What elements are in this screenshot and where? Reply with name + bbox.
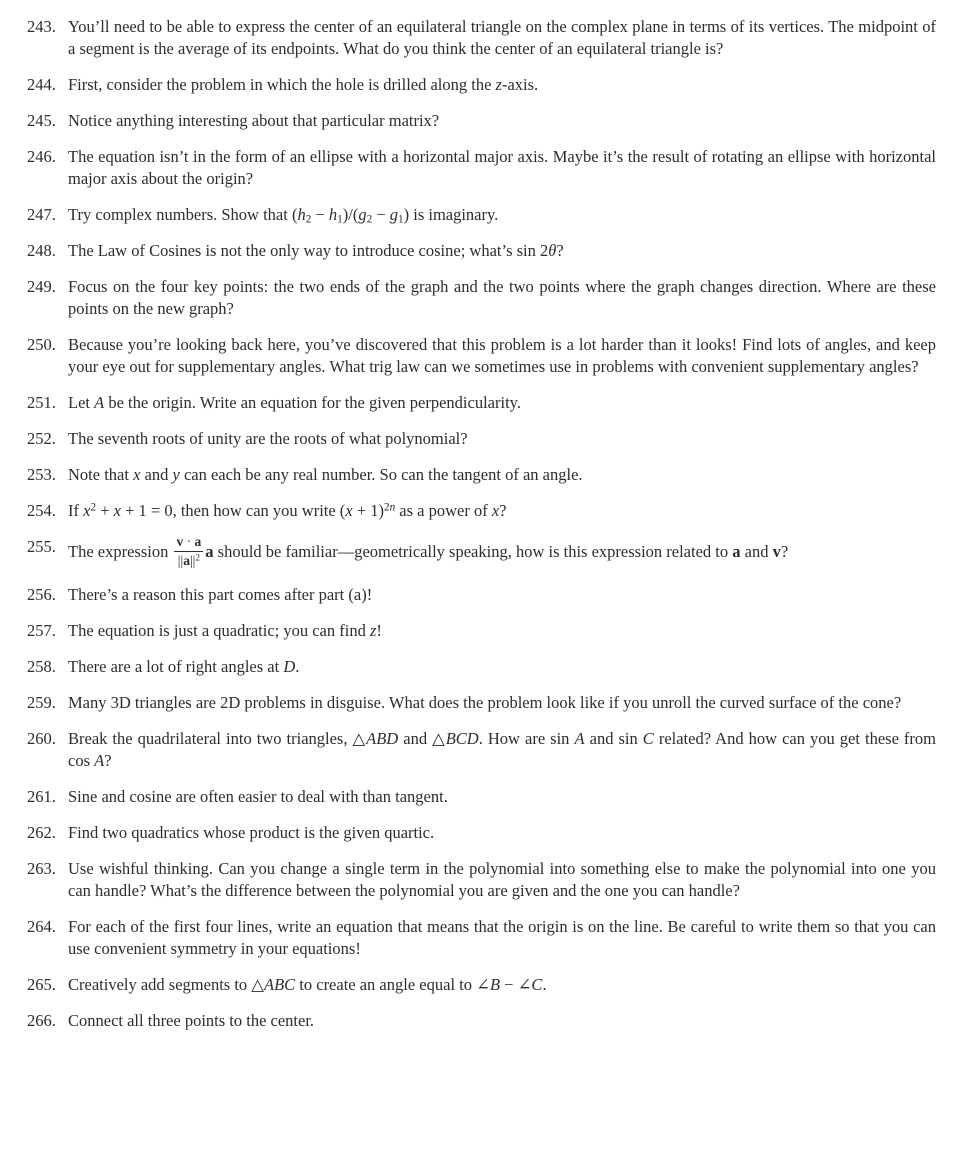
hint-number: 247.: [27, 205, 56, 224]
text-segment: There are a lot of right angles at: [68, 657, 284, 677]
hint-number: 249.: [27, 277, 56, 296]
text-segment: and: [140, 465, 173, 484]
text-segment: g: [389, 205, 398, 224]
text-segment: Connect all three points to the center.: [68, 1011, 315, 1031]
text-segment: a: [732, 541, 741, 561]
hint-number: 254.: [27, 501, 56, 520]
text-segment: A: [94, 751, 105, 771]
text-segment: x: [83, 501, 91, 520]
text-segment: should be familiar—geometrically speaking, how is this expression related to: [213, 541, 733, 561]
text-segment: 1: [337, 213, 343, 226]
hint-item: [27, 110, 936, 132]
hint-text: [68, 692, 936, 714]
text-segment: 1: [398, 213, 404, 226]
hint-text: [68, 822, 936, 844]
text-segment: x: [113, 501, 121, 520]
hint-item: [27, 916, 936, 960]
hint-number: 260.: [27, 729, 56, 749]
hint-text: [68, 16, 936, 60]
hint-number: 264.: [27, 917, 56, 937]
text-segment: Creatively add segments to △: [68, 975, 264, 995]
text-segment: and: [740, 541, 773, 561]
text-segment: + 1 = 0, then how can you write (: [120, 501, 346, 520]
hint-item: [27, 146, 936, 190]
text-segment: Let: [68, 393, 95, 412]
text-segment: h: [297, 205, 306, 224]
hint-number: 258.: [27, 657, 56, 677]
hint-number: 244.: [27, 75, 56, 94]
hint-number: 253.: [27, 465, 56, 484]
text-segment: .: [542, 975, 547, 995]
hint-number: 266.: [27, 1011, 56, 1031]
text-segment: Focus on the four key points: the two ends of the graph and the two points where the graph changes direction. Where are these points on the new graph?: [68, 277, 936, 318]
hint-text: [68, 74, 936, 96]
hint-item: [27, 620, 936, 642]
hint-text: [68, 392, 936, 414]
text-segment: ·: [183, 534, 195, 549]
hint-text: [68, 110, 936, 132]
text-segment: related? And how can you get these from cos: [68, 729, 937, 771]
hint-text: [68, 974, 936, 996]
hint-text: [68, 656, 936, 678]
text-segment: +: [96, 501, 114, 520]
text-segment: −: [372, 205, 390, 224]
text-segment: + 1): [352, 501, 384, 520]
text-segment: . How are sin: [478, 729, 575, 749]
text-segment: 2: [366, 213, 373, 226]
hint-number: 246.: [27, 147, 56, 166]
text-segment: C: [531, 975, 543, 995]
hint-text: [68, 728, 936, 772]
text-segment: be the origin. Write an equation for the given perpendicularity.: [104, 393, 521, 412]
text-segment: Notice anything interesting about that particular matrix?: [68, 111, 440, 130]
fraction-denominator: [178, 552, 200, 569]
text-segment: θ: [548, 241, 557, 260]
hint-item: [27, 204, 936, 226]
hint-item: [27, 16, 936, 60]
text-segment: ) is imaginary.: [403, 205, 499, 224]
text-segment: to create an angle equal to ∠: [295, 975, 490, 995]
hint-item: [27, 240, 936, 262]
text-segment: g: [358, 205, 367, 224]
hint-item: [27, 392, 936, 414]
hint-text: [68, 916, 936, 960]
hint-number: 245.: [27, 111, 56, 130]
text-segment: A: [94, 393, 105, 412]
hint-number: 248.: [27, 241, 56, 260]
hint-item: [27, 858, 936, 902]
hint-text: [68, 240, 936, 262]
text-segment: ?: [556, 241, 564, 260]
hint-text: [68, 536, 936, 570]
hint-item: [27, 500, 936, 522]
text-segment: There’s a reason this part comes after part (a)!: [68, 585, 373, 605]
hint-item: [27, 974, 936, 996]
text-segment: The equation isn’t in the form of an ellipse with a horizontal major axis. Maybe it’s the result of rotating an ellipse with horizontal major axis about the origin?: [68, 147, 936, 188]
text-segment: a: [194, 534, 202, 549]
hint-text: [68, 858, 936, 902]
hint-number: 251.: [27, 393, 56, 412]
text-segment: B: [489, 975, 501, 995]
text-segment: y: [172, 465, 180, 484]
hint-number: 265.: [27, 975, 56, 995]
text-segment: 2: [195, 551, 200, 562]
hint-text: [68, 1010, 936, 1032]
text-segment: Many 3D triangles are 2D problems in disguise. What does the problem look like if you unroll the curved surface of the cone?: [68, 693, 902, 713]
hint-number: 261.: [27, 787, 56, 807]
text-segment: as a power of: [395, 501, 492, 520]
fraction-numerator: [174, 534, 203, 552]
text-segment: z: [369, 621, 377, 641]
hint-number: 250.: [27, 335, 56, 354]
text-segment: First, consider the problem in which the hole is drilled along the: [68, 75, 496, 94]
hint-text: [68, 584, 936, 606]
text-segment: ?: [499, 501, 507, 520]
hint-item: [27, 822, 936, 844]
text-segment: The Law of Cosines is not the only way to introduce cosine; what’s sin 2: [68, 241, 549, 260]
hint-item: [27, 728, 936, 772]
text-segment: v: [176, 534, 184, 549]
text-segment: ABD: [366, 729, 399, 749]
text-segment: )/(: [342, 205, 359, 224]
hint-text: [68, 204, 936, 226]
hint-number: 259.: [27, 693, 56, 713]
text-segment: can each be any real number. So can the tangent of an angle.: [179, 465, 583, 484]
hints-list: [27, 16, 936, 1032]
text-segment: x: [133, 465, 141, 484]
text-segment: ||: [189, 552, 196, 568]
text-segment: Find two quadratics whose product is the given quartic.: [68, 823, 435, 843]
text-segment: x: [345, 501, 353, 520]
text-segment: Sine and cosine are often easier to deal with than tangent.: [68, 787, 448, 807]
text-segment: C: [642, 729, 654, 749]
text-segment: a: [205, 541, 214, 561]
hint-item: [27, 536, 936, 570]
text-segment: h: [328, 205, 338, 224]
hint-item: [27, 428, 936, 450]
text-segment: The equation is just a quadratic; you can find: [68, 621, 370, 641]
hint-text: [68, 146, 936, 190]
text-segment: The expression: [68, 541, 173, 561]
text-segment: .: [295, 657, 300, 677]
hint-item: [27, 334, 936, 378]
text-segment: 2: [90, 501, 97, 514]
text-segment: ABC: [263, 975, 296, 995]
hint-number: 252.: [27, 429, 56, 448]
hint-number: 263.: [27, 859, 56, 879]
text-segment: D: [283, 657, 296, 677]
text-segment: !: [376, 621, 382, 641]
hint-text: [68, 786, 936, 808]
hint-item: [27, 74, 936, 96]
hint-number: 243.: [27, 17, 56, 36]
text-segment: -axis.: [501, 75, 539, 94]
text-segment: and △: [398, 729, 446, 749]
text-segment: v: [772, 541, 781, 561]
text-segment: x: [491, 501, 500, 520]
text-segment: BCD: [445, 729, 479, 749]
hint-item: [27, 656, 936, 678]
text-segment: −: [311, 205, 329, 224]
text-segment: The seventh roots of unity are the roots of what polynomial?: [68, 429, 468, 448]
hint-item: [27, 584, 936, 606]
hint-number: 262.: [27, 823, 56, 843]
text-segment: a: [183, 552, 190, 568]
text-segment: and sin: [584, 729, 643, 749]
hint-text: [68, 428, 936, 450]
text-segment: Try complex numbers. Show that (: [68, 205, 298, 224]
text-segment: Because you’re looking back here, you’ve discovered that this problem is a lot harder than it looks! Find lots of angles, and keep your eye out for supplementary angles. What trig law can we sometimes use in problems with convenient supplementary angles?: [68, 335, 936, 376]
text-segment: Break the quadrilateral into two triangles, △: [68, 729, 367, 749]
text-segment: z: [495, 75, 502, 94]
text-segment: Note that: [68, 465, 134, 484]
text-segment: 2: [305, 213, 312, 226]
text-segment: If: [68, 501, 84, 520]
text-segment: A: [574, 729, 585, 749]
text-segment: 2: [383, 501, 390, 514]
hint-number: 255.: [27, 537, 56, 556]
hint-item: [27, 692, 936, 714]
text-segment: − ∠: [500, 975, 532, 995]
text-segment: ||: [177, 552, 184, 568]
text-segment: ?: [780, 541, 789, 561]
hint-text: [68, 500, 936, 522]
hint-item: [27, 786, 936, 808]
inline-fraction: [174, 534, 203, 568]
text-segment: For each of the first four lines, write an equation that means that the origin is on the line. Be careful to write them so that you can use convenient symmetry in your equations!: [68, 917, 936, 959]
hint-item: [27, 276, 936, 320]
hint-item: [27, 1010, 936, 1032]
text-segment: You’ll need to be able to express the center of an equilateral triangle on the complex plane in terms of its vertices. The midpoint of a segment is the average of its endpoints. What do you think the center of an equilateral triangle is?: [68, 17, 936, 58]
text-segment: ?: [104, 751, 112, 771]
text-segment: Use wishful thinking. Can you change a single term in the polynomial into something else to make the polynomial into one you can handle? What’s the difference between the polynomial you are given and the one you can handle?: [68, 859, 936, 901]
hint-text: [68, 276, 936, 320]
text-segment: n: [389, 501, 396, 514]
hint-text: [68, 620, 936, 642]
hint-text: [68, 464, 936, 486]
hint-item: [27, 464, 936, 486]
hint-number: 257.: [27, 621, 56, 641]
hint-text: [68, 334, 936, 378]
hint-number: 256.: [27, 585, 56, 605]
